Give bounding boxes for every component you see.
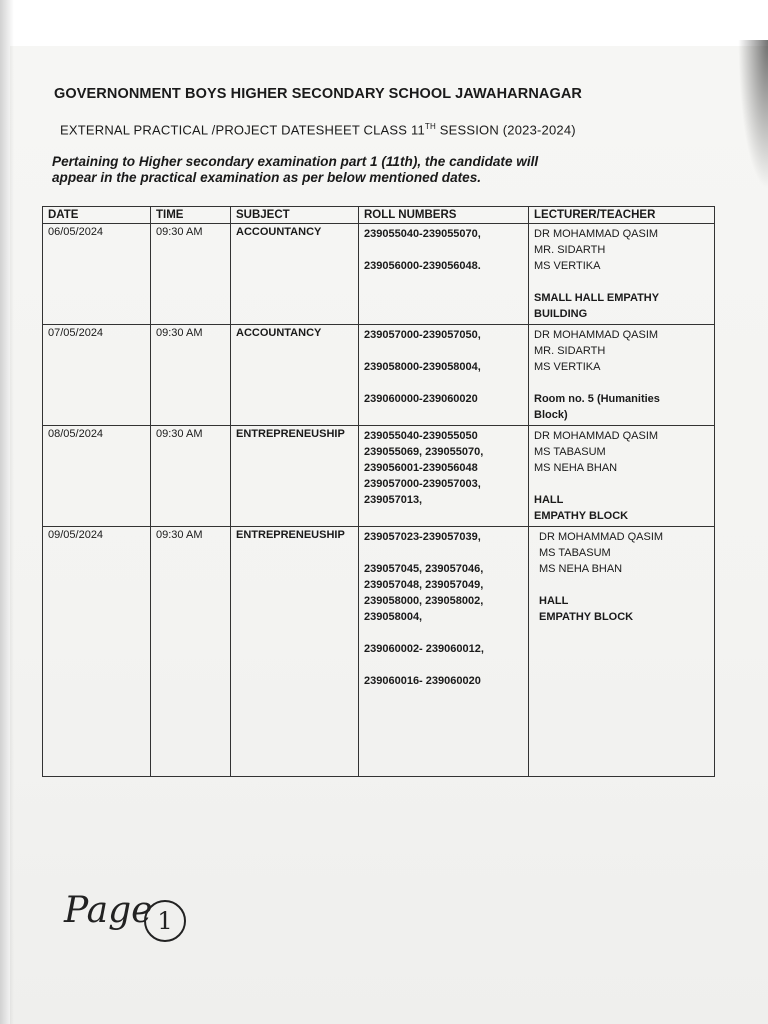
roll-range: 239057000-239057003, (364, 478, 481, 490)
column-header-time: TIME (151, 207, 231, 224)
roll-range: 239055040-239055070, (364, 228, 481, 240)
time-cell: 09:30 AM (151, 325, 231, 426)
roll-range: 239060000-239060020 (364, 393, 478, 405)
column-header-subject: SUBJECT (231, 207, 359, 224)
teacher-cell (529, 527, 715, 777)
roll-range: 239057013, (364, 494, 423, 506)
table-row (43, 224, 715, 325)
roll-range: 239055069, 239055070, (364, 446, 484, 458)
subject-cell: ENTREPRENEUSHIP (231, 527, 359, 777)
roll-range: 239057000-239057050, (364, 329, 481, 341)
roll-numbers-cell (359, 325, 529, 426)
venue-text: EMPATHY BLOCK (539, 611, 634, 623)
photo-background (0, 0, 768, 46)
roll-numbers-cell (359, 224, 529, 325)
time-cell: 09:30 AM (151, 527, 231, 777)
time-cell: 09:30 AM (151, 224, 231, 325)
intro-line: appear in the practical examination as per below mentioned dates. (52, 170, 482, 185)
date-cell: 08/05/2024 (43, 426, 151, 527)
roll-range: 239060002- 239060012, (364, 643, 484, 655)
teacher-name: MS NEHA BHAN (534, 462, 618, 474)
teacher-name: MS TABASUM (539, 547, 611, 559)
venue-text: BUILDING (534, 308, 588, 320)
venue-text: Room no. 5 (Humanities (534, 393, 660, 405)
teacher-cell (529, 426, 715, 527)
column-header-roll-numbers: ROLL NUMBERS (359, 207, 529, 224)
datesheet-table (42, 206, 715, 777)
column-header-date: DATE (43, 207, 151, 224)
subtitle-main: EXTERNAL PRACTICAL /PROJECT DATESHEET CLASS 11 (60, 122, 425, 138)
roll-range: 239058000, 239058002, (364, 595, 484, 607)
table-row (43, 325, 715, 426)
edge-shadow (0, 0, 14, 1024)
teacher-name: MR. SIDARTH (534, 345, 606, 357)
subject-cell: ENTREPRENEUSHIP (231, 426, 359, 527)
teacher-name: MS TABASUM (534, 446, 606, 458)
table-header-row (43, 207, 715, 224)
handwritten-page-number: 1 (144, 900, 186, 942)
venue-text: SMALL HALL EMPATHY (534, 292, 660, 304)
roll-range: 239057048, 239057049, (364, 579, 484, 591)
teacher-cell (529, 224, 715, 325)
venue-text: HALL (539, 595, 569, 607)
roll-range: 239057045, 239057046, (364, 563, 484, 575)
date-cell: 06/05/2024 (43, 224, 151, 325)
subtitle-superscript: TH (424, 122, 436, 131)
teacher-name: MS VERTIKA (534, 260, 601, 272)
roll-numbers-cell (359, 426, 529, 527)
corner-shadow (738, 40, 768, 190)
intro-line: Pertaining to Higher secondary examination part 1 (11th), the candidate will (52, 154, 539, 169)
teacher-name: DR MOHAMMAD QASIM (534, 228, 659, 240)
date-cell: 07/05/2024 (43, 325, 151, 426)
venue-text: Block) (534, 409, 568, 421)
teacher-name: DR MOHAMMAD QASIM (539, 531, 664, 543)
teacher-name: MS VERTIKA (534, 361, 601, 373)
school-title: GOVERNONMENT BOYS HIGHER SECONDARY SCHOOL JAWAHARNAGAR (54, 86, 582, 102)
datesheet-subtitle (60, 122, 680, 137)
venue-text: EMPATHY BLOCK (534, 510, 629, 522)
subject-cell: ACCOUNTANCY (231, 224, 359, 325)
roll-range: 239060016- 239060020 (364, 675, 481, 687)
venue-text: HALL (534, 494, 564, 506)
table-row (43, 527, 715, 777)
roll-range: 239055040-239055050 (364, 430, 478, 442)
subject-cell: ACCOUNTANCY (231, 325, 359, 426)
teacher-name: DR MOHAMMAD QASIM (534, 329, 659, 341)
table-row (43, 426, 715, 527)
roll-range: 239058004, (364, 611, 423, 623)
roll-range: 239056001-239056048 (364, 462, 478, 474)
teacher-name: MS NEHA BHAN (539, 563, 623, 575)
roll-numbers-cell (359, 527, 529, 777)
teacher-cell (529, 325, 715, 426)
handwritten-page-label: Page (64, 890, 153, 931)
roll-range: 239057023-239057039, (364, 531, 481, 543)
roll-range: 239058000-239058004, (364, 361, 481, 373)
teacher-name: DR MOHAMMAD QASIM (534, 430, 659, 442)
column-header-lecturer: LECTURER/TEACHER (529, 207, 715, 224)
teacher-name: MR. SIDARTH (534, 244, 606, 256)
subtitle-session: SESSION (2023-2024) (435, 122, 576, 138)
roll-range: 239056000-239056048. (364, 260, 481, 272)
intro-paragraph (52, 154, 652, 186)
date-cell: 09/05/2024 (43, 527, 151, 777)
time-cell: 09:30 AM (151, 426, 231, 527)
